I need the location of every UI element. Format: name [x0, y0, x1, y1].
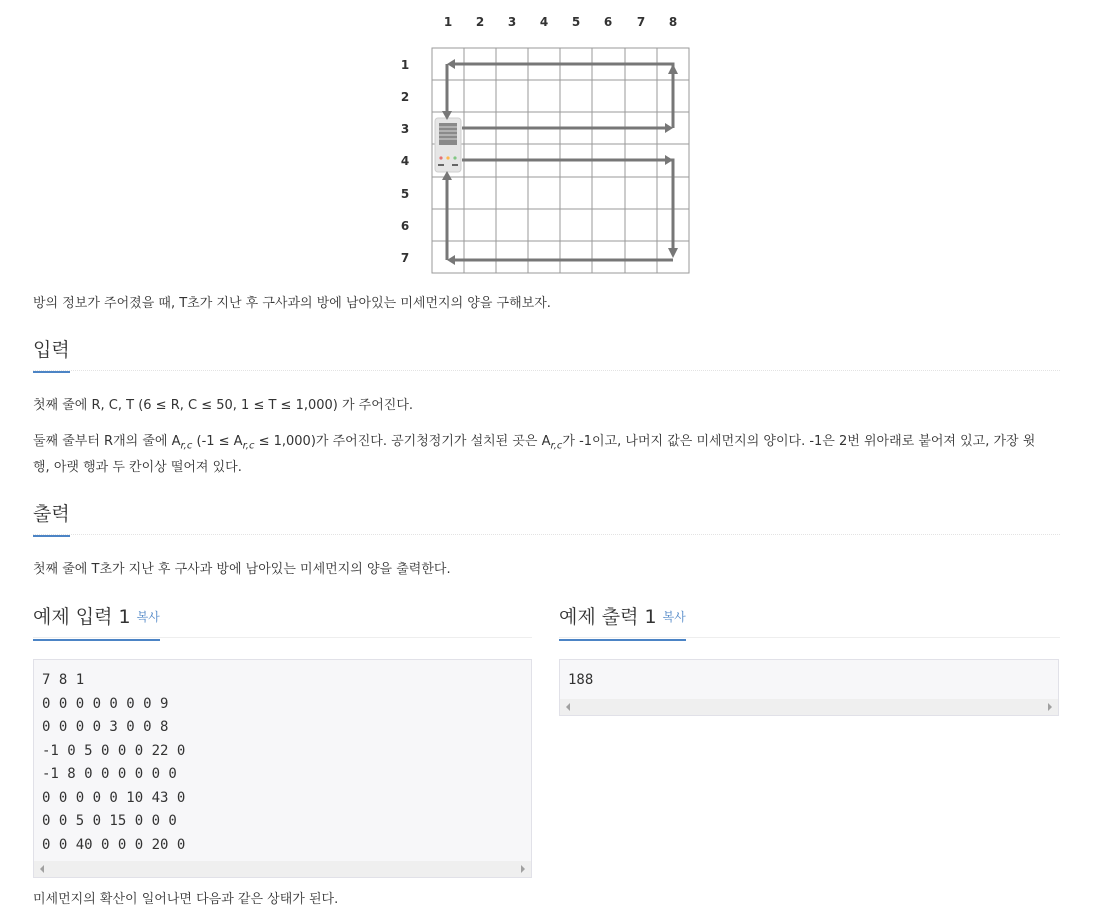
example-output-code-box[interactable]: [559, 659, 1059, 716]
example-output-title-text: 예제 출력 1: [559, 606, 657, 628]
example-input-code: 7 8 1 0 0 0 0 0 0 0 9 0 0 0 0 3 0 0 8 -1 0 5 0 0 0 22 0 -1 8 0 0 0 0 0 0 0 0 0 0 0 10 43 0 0 0 5 0 15 0 0 0 0 0 40 0 0 0 20 0: [42, 672, 186, 853]
section-divider: [33, 370, 1060, 371]
scroll-right-icon[interactable]: [1048, 703, 1052, 711]
col-label: 4: [539, 15, 549, 29]
row-label: 3: [400, 122, 410, 136]
copy-input-button[interactable]: 복사: [136, 610, 160, 624]
horizontal-scrollbar[interactable]: [560, 699, 1058, 715]
row-label: 6: [400, 219, 410, 233]
example-output-code: 188: [568, 672, 594, 688]
input-line-2-part: ≤ 1,000)가 주어진다. 공기청정기가 설치된 곳은 A: [254, 434, 551, 449]
scroll-left-icon[interactable]: [566, 703, 570, 711]
scroll-right-icon[interactable]: [521, 865, 525, 873]
copy-output-button[interactable]: 복사: [662, 610, 686, 624]
output-line-1: 첫째 줄에 T초가 지난 후 구사과 방에 남아있는 미세먼지의 양을 출력한다.: [33, 562, 451, 577]
col-label: 3: [507, 15, 517, 29]
example-output-title: [559, 603, 686, 641]
input-section-title: 입력: [33, 336, 70, 373]
horizontal-scrollbar[interactable]: [34, 861, 531, 877]
air-purifier-icon: [435, 118, 461, 172]
subscript-rc: r,c: [550, 440, 563, 452]
col-label: 1: [443, 15, 453, 29]
subscript-rc: r,c: [180, 440, 193, 452]
row-label: 5: [400, 187, 410, 201]
row-label: 4: [400, 154, 410, 168]
example-input-code-box[interactable]: [33, 659, 532, 878]
grid-diagram-svg: [385, 8, 705, 283]
example-output-header: [559, 603, 1060, 639]
output-section-title: 출력: [33, 500, 70, 537]
output-section-header: [33, 500, 1060, 536]
input-line-2-part: 가 -1이고, 나머지 값은 미세먼지의 양이다. -1은 2번 위아래로 붙어져 있고, 가장 윗: [562, 434, 1036, 449]
intro-text: 방의 정보가 주어졌을 때, T초가 지난 후 구사과의 방에 남아있는 미세먼지의 양을 구해보자.: [33, 296, 551, 311]
row-label: 7: [400, 251, 410, 265]
row-label: 2: [400, 90, 410, 104]
col-label: 6: [603, 15, 613, 29]
air-purifier-diagram: [385, 8, 705, 283]
example-input-header: [33, 603, 532, 639]
bottom-text: 미세먼지의 확산이 일어나면 다음과 같은 상태가 된다.: [33, 892, 339, 907]
row-label: 1: [400, 58, 410, 72]
input-line-2-part: (-1 ≤ A: [192, 434, 243, 449]
input-line-2-part: 둘째 줄부터 R개의 줄에 A: [33, 434, 181, 449]
input-line-2: [33, 432, 1035, 457]
col-label: 2: [475, 15, 485, 29]
input-line-1: 첫째 줄에 R, C, T (6 ≤ R, C ≤ 50, 1 ≤ T ≤ 1,000) 가 주어진다.: [33, 398, 414, 413]
section-divider: [33, 534, 1060, 535]
example-input-title: [33, 603, 160, 641]
example-divider: [559, 637, 1060, 638]
col-label: 7: [636, 15, 646, 29]
col-label: 5: [571, 15, 581, 29]
example-divider: [33, 637, 532, 638]
input-section-header: [33, 336, 1060, 372]
subscript-rc: r,c: [242, 440, 255, 452]
col-label: 8: [668, 15, 678, 29]
scroll-left-icon[interactable]: [40, 865, 44, 873]
input-line-3: 행, 아랫 행과 두 칸이상 떨어져 있다.: [33, 460, 242, 475]
example-input-title-text: 예제 입력 1: [33, 606, 131, 628]
